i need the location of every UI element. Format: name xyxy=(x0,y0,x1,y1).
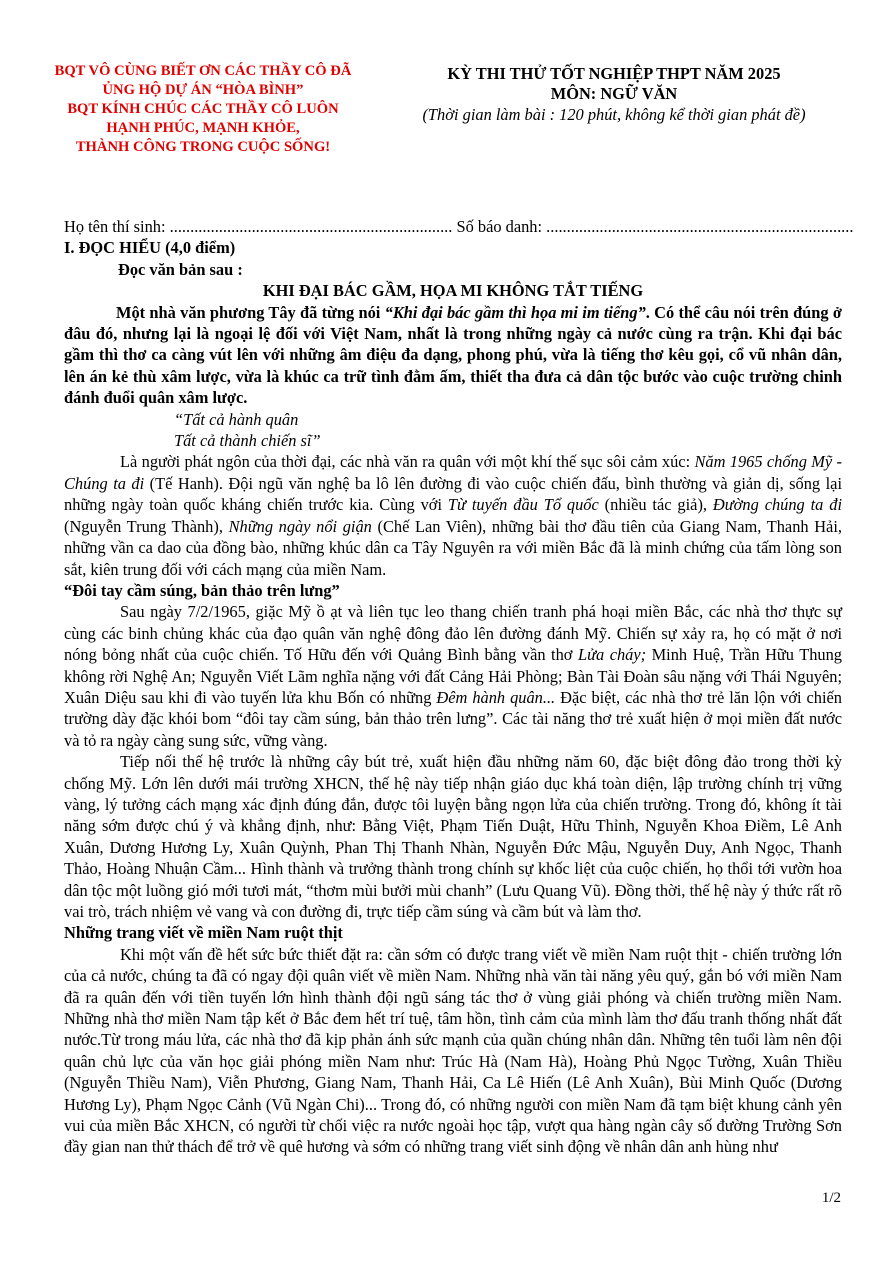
note-line: THÀNH CÔNG TRONG CUỘC SỐNG! xyxy=(75,139,331,155)
project-thanks-note xyxy=(44,62,362,157)
note-line: BQT KÍNH CHÚC CÁC THẦY CÔ LUÔN xyxy=(67,101,339,117)
candidate-info-line: Họ tên thí sinh: ..................................................................... Số báo danh: ........................................................................... xyxy=(64,217,854,236)
work-title: Những ngày nổi giận xyxy=(228,516,372,536)
paragraph-5: Khi một vấn đề hết sức bức thiết đặt ra: cần sớm có được trang viết về miền Nam ruột thịt - chiến trường lớn của cả nước, chúng ta đã có ngay đội quân viết về miền Nam. Những nhà văn tài năng yêu quý, gắn bó với miền Nam đã ra quân đến với tiền tuyến lớn hình thành đội ngũ sáng tác thơ ở vùng giải phóng và chiến trường miền Nam. Những nhà thơ miền Nam tập kết ở Bắc đem hết trí tuệ, tâm hồn, tình cảm của mình làm thơ đấu tranh thống nhất đất nước.Từ trong máu lửa, các nhà thơ đã kịp phản ánh sức mạnh của quần chúng nhân dân. Những tên tuổi làm nên đội quân chủ lực của văn học giải phóng miền Nam như: Trúc Hà (Nam Hà), Hoàng Phủ Ngọc Tường, Xuân Thiều (Nguyễn Thiều Nam), Viễn Phương, Giang Nam, Thanh Hải, Ca Lê Hiến (Lê Anh Xuân), Bùi Minh Quốc (Dương Hương Ly), Phạm Ngọc Cảnh (Vũ Ngàn Chi)... Trong đó, có những người con miền Nam đã tạm biệt khung cảnh yên vui của miền Bắc XHCN, có người từ chối việc ra nước ngoài học tập, vượt qua hàng ngàn cây số đường Trường Sơn đầy gian nan thử thách để trở về quê hương và sớm có những trang viết sinh động về nhân dân anh hùng như xyxy=(64,944,842,1157)
note-line: HẠNH PHÚC, MẠNH KHỎE, xyxy=(106,120,300,136)
paragraph-3 xyxy=(64,601,842,751)
text-run: (Tế Hanh). Đội ngũ văn nghệ ba lô lên đường đi vào cuộc chiến đấu, bình thường và giản dị, sống lại những ngày toàn quốc kháng chiến trước kia. Cùng với xyxy=(64,473,842,515)
exam-time-note: (Thời gian làm bài : 120 phút, không kể thời gian phát đề) xyxy=(422,105,806,124)
text-run: Sau ngày 7/2/1965, giặc Mỹ ồ ạt và liên tục leo thang chiến tranh phá hoại miền Bắc, các nhà thơ thực sự cùng các binh chủng khác của đạo quân văn nghệ đông đảo lên đường đánh Mỹ. Chiến sự xảy ra, họ có mặt ở nơi nóng bỏng nhất của cuộc chiến. Tố Hữu đến với Quảng Bình bằng vần thơ xyxy=(64,602,842,665)
subheading-1: “Đôi tay cầm súng, bản thảo trên lưng” xyxy=(64,580,340,600)
text-run: Minh Huệ, Trần Hữu Thung không rời Nghệ An; Nguyễn Viết Lãm nghĩa nặng với đất Cảng Hải Phòng; Bàn Tài Đoàn sâu nặng với Thái Nguyên; Xuân Diệu sau khi đi vào tuyến lửa khu Bốn có những xyxy=(64,645,842,707)
page-number: 1/2 xyxy=(821,1190,841,1206)
text-run: (nhiều tác giả), xyxy=(598,495,713,515)
intro-text-2: . Có thể câu nói trên đúng ở đâu đó, nhưng lại là ngoại lệ đối với Việt Nam, nhất là trong những ngày cả nước cùng ra trận. Khi đại bác gầm thì thơ ca càng vút lên với những âm điệu đa dạng, phong phú, vừa là tiếng thơ kêu gọi, cổ vũ nhân dân, lên án kẻ thù xâm lược, vừa là khúc ca trữ tình đằm ấm, thiết tha đưa cả dân tộc bước vào cuộc trường chinh đánh đuổi quân xâm lược. xyxy=(64,302,842,408)
exam-title: KỲ THI THỬ TỐT NGHIỆP THPT NĂM 2025 xyxy=(447,64,781,83)
text-run: Là người phát ngôn của thời đại, các nhà văn ra quân với một khí thế sục sôi cảm xúc: xyxy=(120,452,695,472)
work-title: Từ tuyến đầu Tổ quốc xyxy=(447,495,599,515)
text-run: (Nguyễn Trung Thành), xyxy=(64,516,229,536)
poem-quote xyxy=(64,409,842,452)
work-title: Lửa cháy; xyxy=(577,645,647,665)
note-line: BQT VÔ CÙNG BIẾT ƠN CÁC THẦY CÔ ĐÃ xyxy=(54,63,352,79)
poem-line: “Tất cả hành quân xyxy=(174,409,299,429)
subheading-2: Những trang viết về miền Nam ruột thịt xyxy=(64,923,343,943)
exam-subject: MÔN: NGỮ VĂN xyxy=(550,84,678,103)
paragraph-2 xyxy=(64,451,842,579)
exam-body xyxy=(64,216,854,1158)
work-title: Đường chúng ta đi xyxy=(712,495,843,515)
work-title: Năm 1965 chống Mỹ - Chúng ta đi xyxy=(64,452,842,493)
note-line: ỦNG HỘ DỰ ÁN “HÒA BÌNH” xyxy=(102,82,304,98)
reading-instruction: Đọc văn bản sau : xyxy=(118,259,243,279)
exam-header xyxy=(370,64,858,126)
intro-quote: “Khi đại bác gầm thì họa mi im tiếng” xyxy=(384,302,646,322)
intro-paragraph xyxy=(64,302,842,409)
section-title: I. ĐỌC HIỂU (4,0 điểm) xyxy=(64,238,236,258)
poem-line: Tất cả thành chiến sĩ” xyxy=(174,431,321,451)
paragraph-4: Tiếp nối thế hệ trước là những cây bút trẻ, xuất hiện đầu những năm 60, đặc biệt đông đảo trong thời kỳ chống Mỹ. Lớn lên dưới mái trường XHCN, thế hệ này tiếp nhận giáo dục khá toàn diện, lập trường chính trị vững vàng, lý tưởng cách mạng xác định đúng đắn, được tôi luyện bằng ngọn lửa của chiến trường. Trong đó, không ít tài năng sớm được chú ý và khẳng định, như: Bằng Việt, Phạm Tiến Duật, Hữu Thỉnh, Nguyễn Khoa Điềm, Lê Anh Xuân, Dương Hương Ly, Xuân Quỳnh, Phan Thị Thanh Nhàn, Nguyễn Đức Mậu, Nguyễn Duy, Anh Ngọc, Thanh Thảo, Hoàng Nhuận Cầm... Hình thành và trưởng thành trong chính sự khốc liệt của cuộc chiến, họ thổi tới vườn hoa dân tộc một luồng gió mới tươi mát, “thơm mùi bưởi mùi chanh” (Lưu Quang Vũ). Đồng thời, thế hệ này ý thức rất rõ vai trò, trách nhiệm vẻ vang và con đường đi, trực tiếp cầm súng và cầm bút và làm thơ. xyxy=(64,752,842,921)
text-run: (Chế Lan Viên), những bài thơ đầu tiên của Giang Nam, Thanh Hải, những vần ca dao của đồng bào, những khúc dân ca Tây Nguyên ra với miền Bắc đã là minh chứng của tấm lòng son sắt, kiên trung đối với cách mạng của miền Nam. xyxy=(64,516,842,579)
text-run: Đặc biệt, các nhà thơ trẻ lăn lộn với chiến trường dày đặc khói bom “đôi tay cầm súng, bản thảo trên lưng”. Các tài năng thơ trẻ xuất hiện ở mọi miền đất nước và tỏ ra ngày càng sung sức, vững vàng. xyxy=(64,687,842,750)
work-title: Đêm hành quân... xyxy=(436,687,556,707)
article-title: KHI ĐẠI BÁC GẦM, HỌA MI KHÔNG TẮT TIẾNG xyxy=(262,281,644,301)
intro-text-1: Một nhà văn phương Tây đã từng nói xyxy=(116,302,385,322)
